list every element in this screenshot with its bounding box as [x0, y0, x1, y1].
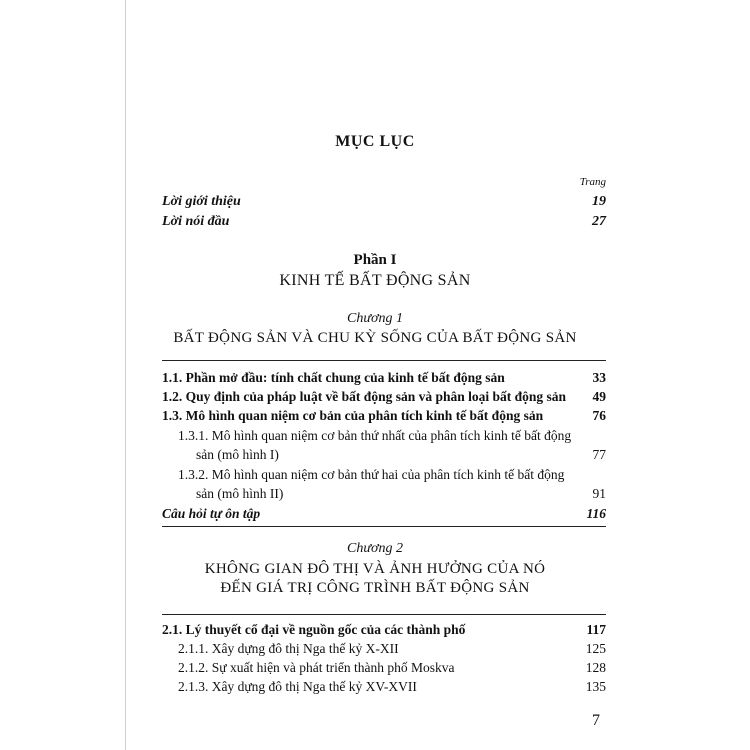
chapter-title: KHÔNG GIAN ĐÔ THỊ VÀ ẢNH HƯỞNG CỦA NÓ [204, 561, 546, 577]
page-column-header: Trang [579, 176, 606, 188]
toc-entry-page: 19 [592, 194, 606, 209]
toc-entry-label: 1.3.1. Mô hình quan niệm cơ bản thứ nhất của phân tích kinh tế bất động [178, 428, 572, 443]
toc-entry-label-continued: sản (mô hình I) [196, 447, 279, 462]
toc-entry-page: 77 [592, 447, 606, 462]
toc-entry-label: 2.1.3. Xây dựng đô thị Nga thế kỷ XV-XVII [178, 679, 417, 694]
chapter-label: Chương 2 [347, 541, 403, 556]
toc-entry-label: 1.3. Mô hình quan niệm cơ bản của phân tích kinh tế bất động sản [162, 408, 544, 423]
divider [162, 614, 606, 615]
toc-entry-label: 2.1.2. Sự xuất hiện và phát triển thành phố Moskva [178, 660, 455, 675]
chapter-title-continued: ĐẾN GIÁ TRỊ CÔNG TRÌNH BẤT ĐỘNG SẢN [220, 580, 530, 596]
toc-entry-label-continued: sản (mô hình II) [196, 486, 284, 501]
toc-entry-label: 1.2. Quy định của pháp luật về bất động sản và phân loại bất động sản [162, 389, 567, 404]
toc-entry-label: Câu hỏi tự ôn tập [162, 506, 261, 521]
toc-entry-page: 33 [592, 370, 606, 385]
toc-entry-label: 2.1.1. Xây dựng đô thị Nga thế kỷ X-XII [178, 641, 399, 656]
toc-entry-page: 76 [592, 408, 606, 423]
toc-entry-label: Lời nói đầu [162, 214, 230, 229]
page-number: 7 [592, 712, 600, 729]
toc-entry-label: 1.1. Phần mở đầu: tính chất chung của kinh tế bất động sản [162, 370, 505, 385]
divider [162, 526, 606, 527]
chapter-title: BẤT ĐỘNG SẢN VÀ CHU KỲ SỐNG CỦA BẤT ĐỘNG SẢN [173, 330, 577, 346]
part-title: KINH TẾ BẤT ĐỘNG SẢN [279, 272, 471, 289]
part-label: Phần I [353, 252, 397, 268]
divider [162, 360, 606, 361]
chapter-label: Chương 1 [347, 311, 403, 326]
toc-entry-label: 2.1. Lý thuyết cổ đại về nguồn gốc của các thành phố [162, 622, 466, 637]
toc-entry-page: 91 [592, 486, 606, 501]
toc-entry-page: 135 [585, 679, 606, 694]
toc-entry-page: 125 [585, 641, 606, 656]
toc-entry-page: 49 [592, 389, 606, 404]
toc-entry-label: 1.3.2. Mô hình quan niệm cơ bản thứ hai của phân tích kinh tế bất động [178, 467, 565, 482]
toc-entry-page: 128 [585, 660, 606, 675]
toc-entry-page: 116 [586, 506, 606, 521]
toc-entry-page: 117 [586, 622, 606, 637]
page-edge-line [125, 0, 126, 750]
toc-entry-label: Lời giới thiệu [162, 194, 241, 209]
toc-entry-page: 27 [592, 214, 606, 229]
toc-title: MỤC LỤC [335, 133, 415, 150]
